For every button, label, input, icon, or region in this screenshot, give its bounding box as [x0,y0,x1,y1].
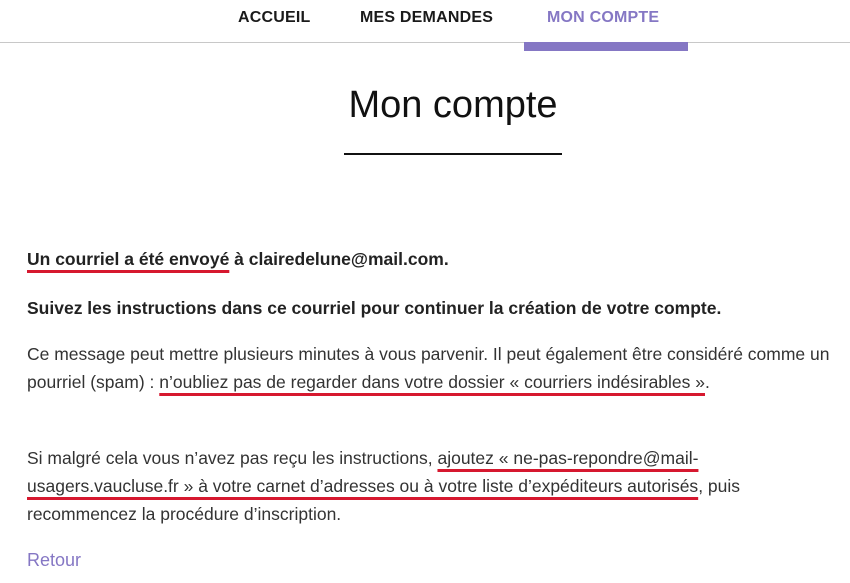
page-title: Mon compte [348,84,558,126]
email-sent-highlight: Un courriel a été envoyé [27,249,230,269]
nav-item-mon-compte[interactable]: MON COMPTE [547,9,660,26]
whitelist-notice-highlight: ajoutez « ne-pas-repondre@mail-usagers.vaucluse.fr » à votre carnet d’adresses ou à votre liste d’expéditeurs autorisés [27,448,699,496]
active-tab-indicator [524,42,688,51]
title-divider [344,153,562,155]
email-sent-line [27,245,842,273]
whitelist-notice-end: , puis recommencez la procédure d’inscription. [27,476,741,524]
nav-item-mes-demandes[interactable]: MES DEMANDES [360,9,494,26]
back-link[interactable]: Retour [27,550,82,570]
whitelist-notice-text: Si malgré cela vous n’avez pas reçu les instructions, [27,448,438,468]
spam-notice-end: . [705,372,710,392]
spam-notice-highlight: n’oubliez pas de regarder dans votre dossier « courriers indésirables » [159,372,705,392]
email-sent-address: à clairedelune@mail.com. [229,249,449,269]
top-navigation [0,0,850,43]
confirmation-message [27,245,842,524]
spam-notice-text: Ce message peut mettre plusieurs minutes à vous parvenir. Il peut également être considéré comme un pourriel (spam) : [27,344,830,392]
instructions-line: Suivez les instructions dans ce courriel pour continuer la création de votre compte. [27,298,722,318]
nav-item-accueil[interactable]: ACCUEIL [238,9,311,26]
spam-notice [27,340,842,396]
whitelist-notice [27,444,842,528]
